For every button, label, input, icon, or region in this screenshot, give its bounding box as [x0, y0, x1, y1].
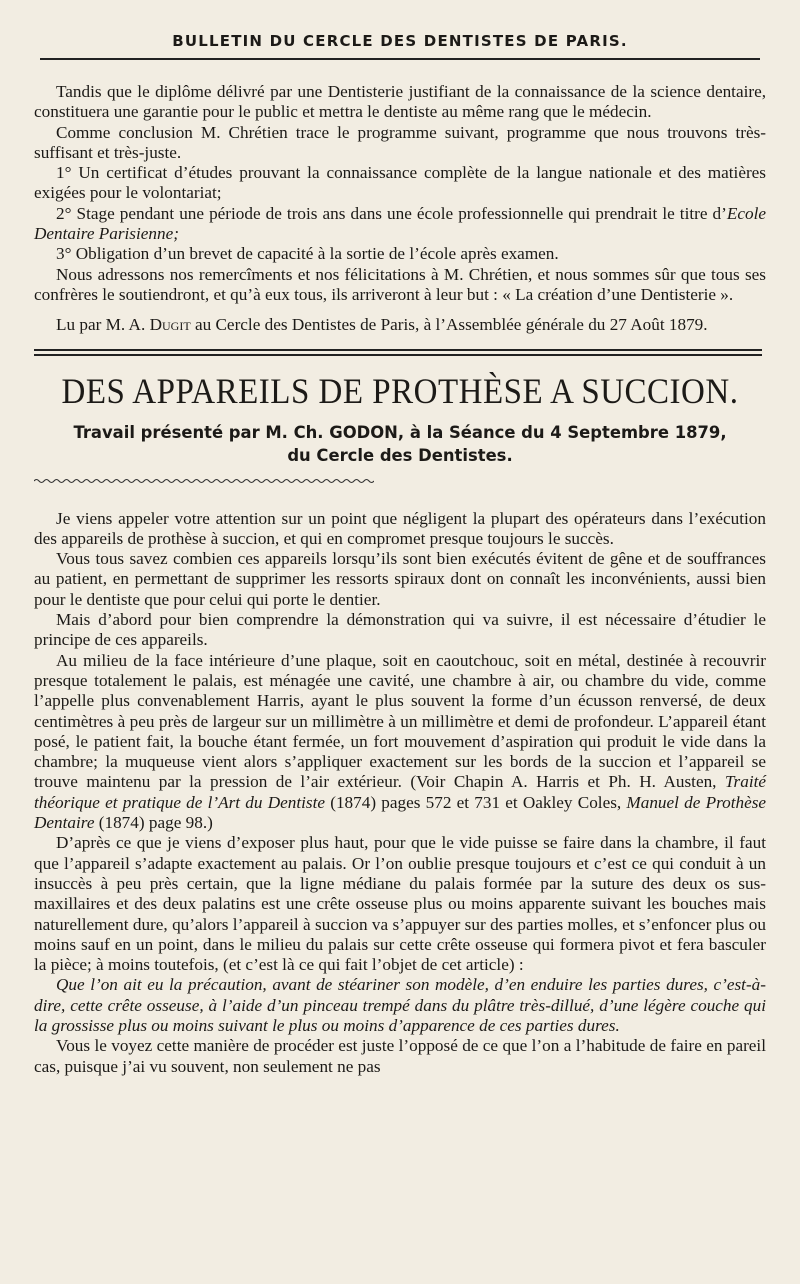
- intro-item-3: 3° Obligation d’un brevet de capacité à la sortie de l’école après examen.: [56, 244, 559, 264]
- article-body: [34, 509, 766, 1077]
- p4-text-after: (1874) page 98.): [98, 813, 213, 833]
- read-by-before: Lu par M. A.: [56, 315, 146, 335]
- article-paragraph: Vous tous savez combien ces appareils lorsqu’ils sont bien exécutés évitent de gêne et de souffrances au patient, en permettant de supprimer les ressorts spiraux dont on connaît les inconvénients, aussi bien pour le dentiste que pour celui qui porte le dentier.: [34, 549, 766, 609]
- p4-book-title-2: Manuel de Prothèse Dentaire: [34, 792, 767, 833]
- article-paragraph-italic: [34, 975, 766, 1036]
- article-paragraph: Je viens appeler votre attention sur un point que négligent la plupart des opérateurs dans l’exécution des appareils de prothèse à succion, et qui en compromet presque toujours le succès.: [34, 508, 766, 548]
- read-by-after: au Cercle des Dentistes de Paris, à l’Assemblée générale du 27 Août 1879.: [194, 315, 708, 335]
- item2-text: 2° Stage pendant une période de trois ans dans une école professionnelle qui prendrait le titre d’: [56, 203, 727, 223]
- intro-paragraph: Tandis que le diplôme délivré par une Dentisterie justifiant de la connaissance de la science dentaire, constituera une garantie pour le public et mettra le dentiste au même rang que le médecin.: [34, 82, 766, 122]
- intro-thanks: Nous adressons nos remercîments et nos félicitations à M. Chrétien, et nous sommes sûr que tous ses confrères le soutiendront, et qu’à eux tous, ils arriveront à leur but : « La création d’une Dentisterie ».: [34, 264, 766, 304]
- italic-instruction: Que l’on ait eu la précaution, avant de stéariner son modèle, d’en enduire les parties dures, c’est-à-dire, cette crête osseuse, à l’aide d’un pinceau trempé dans du plâtre très-dillué, d’une légère couche qui la grossisse plus ou moins suivant le plus ou moins d’apparence de ces parties dures.: [34, 975, 766, 1035]
- article-subtitle-line2: du Cercle des Dentistes.: [287, 445, 513, 465]
- running-head: BULLETIN DU CERCLE DES DENTISTES DE PARIS.: [172, 32, 628, 50]
- intro-paragraph: 1° Un certificat d’études prouvant la connaissance complète de la langue nationale et des matières exigées pour le volontariat;: [34, 163, 766, 203]
- intro-item-2: [34, 204, 766, 245]
- article-title: DES APPAREILS DE PROTHÈSE A SUCCION.: [61, 372, 739, 411]
- p4-book-title-1: Traité théorique et pratique de l’Art du Dentiste: [34, 772, 766, 812]
- wavy-ornament: [34, 477, 374, 485]
- article-subtitle-line1: Travail présenté par M. Ch. GODON, à la Séance du 4 Septembre 1879,: [73, 422, 727, 442]
- header-rule: [40, 58, 760, 60]
- article-paragraph: D’après ce que je viens d’exposer plus haut, pour que le vide puisse se faire dans la chambre, il faut que l’appareil s’adapte exactement au palais. Or l’on oublie presque toujours et c’est ce qui conduit à un insuccès à peu près certain, que la ligne médiane du palais formée par la suture des deux os sus-maxillaires et des deux palatins est une crête osseuse plus ou moins apparente suivant les bouches mais naturellement dure, qu’alors l’appareil à succion va s’appuyer sur des parties molles, et s’enfoncer plus ou moins sauf en un point, dans le milieu du palais sur cette crête osseuse qui formera pivot et fera basculer la pièce; à moins toutefois, (et c’est là ce qui fait l’objet de cet article) :: [34, 833, 766, 975]
- article-paragraph-references: [34, 651, 766, 834]
- read-by-note: [34, 315, 766, 335]
- article-paragraph: Mais d’abord pour bien comprendre la démonstration qui va suivre, il est nécessaire d’étudier le principe de ces appareils.: [34, 610, 766, 650]
- read-by-name: Dugit: [149, 315, 191, 335]
- intro-paragraph: Comme conclusion M. Chrétien trace le programme suivant, programme que nous trouvons très-suffisant et très-juste.: [34, 122, 766, 162]
- section-divider: [34, 349, 762, 356]
- article-paragraph: Vous le voyez cette manière de procéder est juste l’opposé de ce que l’on a l’habitude de faire en pareil cas, puisque j’ai vu souvent, non seulement ne pas: [34, 1036, 766, 1076]
- item2-italic: Ecole Dentaire Parisienne;: [34, 203, 766, 244]
- p4-text-mid: (1874) pages 572 et 731 et Oakley Coles,: [330, 792, 622, 812]
- intro-section: [34, 82, 766, 336]
- p4-text: Au milieu de la face intérieure d’une plaque, soit en caoutchouc, soit en métal, destinée à recouvrir presque totalement le palais, est ménagée une cavité, une chambre à air, ou chambre du vide, comme l’appelle plus convenablement Harris, ayant le plus souvent la forme d’un écusson renversé, de deux centimètres à peu près de largeur sur un millimètre à un millimètre et demi de profondeur. L’appareil étant posé, le patient fait, la bouche étant fermée, un fort mouvement d’aspiration qui produit le vide dans la chambre; la muqueuse vient alors s’appliquer exactement sur les bords de la succion et l’appareil se trouve maintenu par la pression de l’air extérieur. (Voir Chapin A. Harris et Ph. H. Austen,: [34, 650, 766, 792]
